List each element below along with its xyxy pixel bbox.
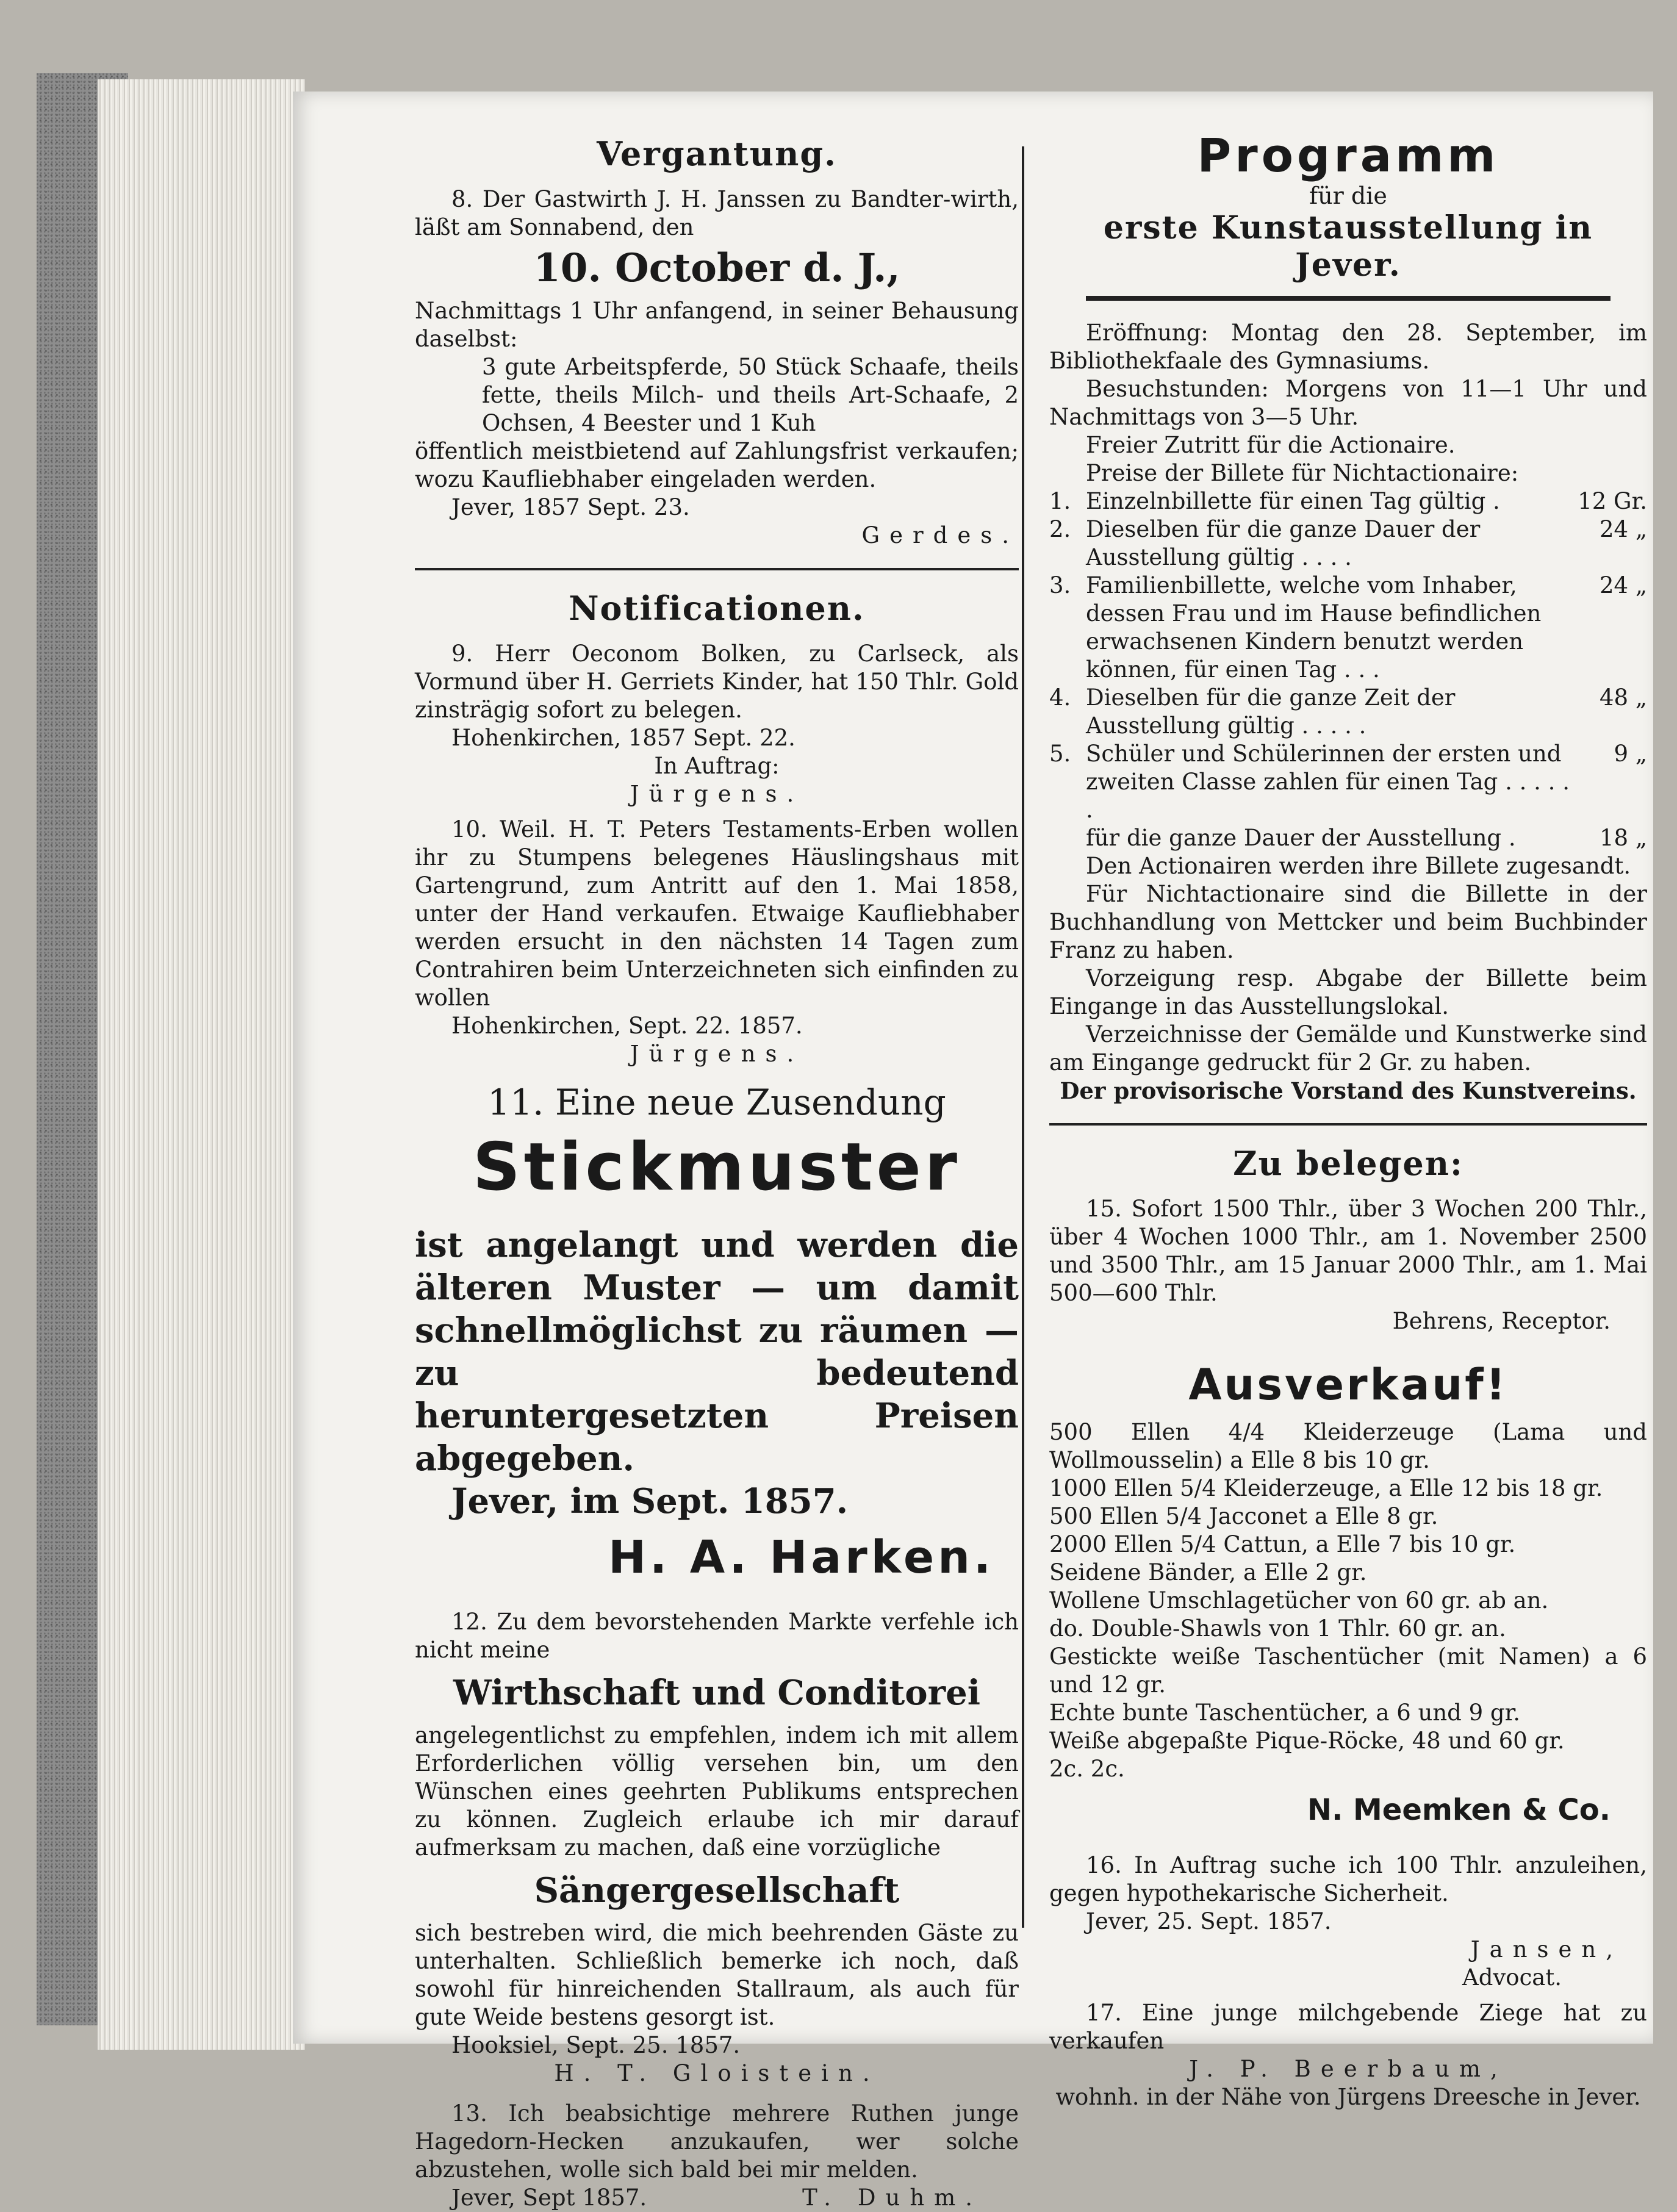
- vergantung-text-3: öffentlich meistbietend auf Zahlungsfrist verkaufen; wozu Kaufliebhaber eingeladen werden.: [415, 438, 1019, 492]
- right-column: [1049, 122, 1647, 2111]
- price-num: 4.: [1049, 684, 1071, 711]
- price-text: Dieselben für die ganze Dauer der Ausstellung gültig . . . .: [1086, 516, 1481, 570]
- programm-free: Freier Zutritt für die Actionaire.: [1086, 432, 1456, 458]
- programm-hours: Besuchstunden: Morgens von 11—1 Uhr und Nachmittags von 3—5 Uhr.: [1049, 376, 1647, 430]
- price-amt: 9 „: [1614, 741, 1647, 767]
- price-row: [1049, 487, 1647, 515]
- ausverkauf-item: do. Double-Shawls von 1 Thlr. 60 gr. an.: [1049, 1615, 1506, 1642]
- price-num: [1049, 824, 1086, 852]
- vergantung-heading: Vergantung.: [597, 134, 837, 173]
- ausverkauf-item: 1000 Ellen 5/4 Kleiderzeuge, a Elle 12 bis 18 gr.: [1049, 1475, 1603, 1501]
- price-row: [1049, 824, 1647, 852]
- notice-12-text: angelegentlichst zu empfehlen, indem ich mit allem Erforderlichen völlig versehen bin, um den Wünschen eines geehrten Publikums entsprechen zu können. Zugleich erlaube ich mir darauf aufmerksam zu machen, daß eine vorzügliche: [415, 1722, 1019, 1861]
- notice-10-signature: Jürgens.: [630, 1041, 804, 1067]
- divider: [415, 568, 1019, 570]
- vergantung-dateline: Jever, 1857 Sept. 23.: [451, 494, 690, 520]
- notice-12-intro: 12. Zu dem bevorstehenden Markte verfehle ich nicht meine: [415, 1609, 1019, 1663]
- price-amt: 48 „: [1599, 684, 1647, 711]
- programm-subtitle: für die: [1309, 182, 1387, 209]
- price-num: 3.: [1049, 572, 1071, 598]
- vergantung-text: 8. Der Gastwirth J. H. Janssen zu Bandter-wirth, läßt am Sonnabend, den: [415, 186, 1019, 240]
- price-num: 5.: [1049, 741, 1071, 767]
- notice-13: 13. Ich beabsichtige mehrere Ruthen junge Hagedorn-Hecken anzukaufen, wer solche abzustehen, wolle sich bald bei mir melden.: [415, 2100, 1019, 2183]
- ausverkauf-item: Weiße abgepaßte Pique-Röcke, 48 und 60 gr.: [1049, 1728, 1565, 1754]
- price-amt: 12 Gr.: [1578, 488, 1647, 514]
- price-row: [1049, 740, 1647, 824]
- price-list: [1049, 487, 1647, 852]
- notice-10-dateline: Hohenkirchen, Sept. 22. 1857.: [451, 1013, 803, 1039]
- notice-17-address: wohnh. in der Nähe von Jürgens Dreesche in Jever.: [1055, 2084, 1641, 2110]
- ausverkauf-firm: N. Meemken & Co.: [1307, 1793, 1611, 1827]
- ausverkauf-item: 500 Ellen 4/4 Kleiderzeuge (Lama und Wollmousselin) a Elle 8 bis 10 gr.: [1049, 1419, 1647, 1473]
- stickmuster-intro: 11. Eine neue Zusendung: [487, 1082, 946, 1123]
- price-num: 1.: [1049, 488, 1071, 514]
- notice-12-text-2: sich bestreben wird, die mich beehrenden Gäste zu unterhalten. Schließlich bemerke ich noch, daß sowohl für hinreichenden Stallraum, als auch für gute Weide bestens gesorgt ist.: [415, 1920, 1019, 2030]
- notice-12-signature: H. T. Gloistein.: [554, 2060, 880, 2086]
- programm-actionaire: Den Actionairen werden ihre Billete zugesandt.: [1086, 853, 1631, 879]
- stickmuster-firm: H. A. Harken.: [608, 1531, 994, 1584]
- belegen-signature: Behrens, Receptor.: [1392, 1308, 1611, 1334]
- notice-13-signature: T. Duhm.: [802, 2185, 982, 2211]
- divider: [1086, 296, 1611, 301]
- notice-16-signature: Jansen,: [1470, 1936, 1623, 1962]
- ausverkauf-item: 500 Ellen 5/4 Jacconet a Elle 8 gr.: [1049, 1503, 1438, 1529]
- notice-16: 16. In Auftrag suche ich 100 Thlr. anzuleihen, gegen hypothekarische Sicherheit.: [1049, 1852, 1647, 1906]
- price-amt: 24 „: [1599, 572, 1647, 598]
- programm-verzeichnis: Verzeichnisse der Gemälde und Kunstwerke sind am Eingange gedruckt für 2 Gr. zu haben.: [1049, 1021, 1647, 1075]
- stickmuster-dateline: Jever, im Sept. 1857.: [451, 1481, 849, 1521]
- notice-12-title: Wirthschaft und Conditorei: [453, 1673, 981, 1713]
- left-column: [415, 122, 1019, 2212]
- programm-title: Programm: [1197, 128, 1499, 182]
- price-text: für die ganze Dauer der Ausstellung .: [1086, 825, 1516, 851]
- vergantung-items: 3 gute Arbeitspferde, 50 Stück Schaafe, theils fette, theils Milch- und theils Art-Schaafe, 2 Ochsen, 4 Beester und 1 Kuh: [482, 354, 1019, 436]
- divider: [1049, 1123, 1647, 1126]
- stickmuster-title: Stickmuster: [472, 1129, 961, 1205]
- price-text: Schüler und Schülerinnen der ersten und zweiten Classe zahlen für einen Tag . . . . . .: [1086, 741, 1570, 823]
- notice-17: 17. Eine junge milchgebende Ziege hat zu verkaufen: [1049, 2000, 1647, 2054]
- notice-9-auftrag: In Auftrag:: [654, 753, 780, 779]
- ausverkauf-heading: Ausverkauf!: [1188, 1360, 1508, 1410]
- vergantung-text-2: Nachmittags 1 Uhr anfangend, in seiner Behausung daselbst:: [415, 298, 1019, 352]
- notice-9-signature: Jürgens.: [630, 781, 804, 807]
- ausverkauf-item: 2c. 2c.: [1049, 1756, 1125, 1782]
- programm-opening: Eröffnung: Montag den 28. September, im Bibliothekfaale des Gymnasiums.: [1049, 320, 1647, 374]
- column-divider: [1022, 146, 1024, 1928]
- belegen-heading: Zu belegen:: [1233, 1144, 1463, 1183]
- price-row: [1049, 572, 1647, 684]
- price-amt: 18 „: [1599, 825, 1647, 851]
- price-text: Dieselben für die ganze Zeit der Ausstellung gültig . . . . .: [1086, 684, 1456, 739]
- vergantung-signature: Gerdes.: [861, 522, 1019, 548]
- notice-17-signature: J. P. Beerbaum,: [1189, 2056, 1507, 2082]
- notifications-heading: Notificationen.: [569, 589, 865, 628]
- price-text: Einzelnbillette für einen Tag gültig .: [1086, 488, 1500, 514]
- ausverkauf-item: Gestickte weiße Taschentücher (mit Namen) a 6 und 12 gr.: [1049, 1643, 1647, 1698]
- price-row: [1049, 515, 1647, 572]
- stickmuster-body: ist angelangt und werden die älteren Muster — um damit schnellmöglichst zu räumen — zu bedeutend heruntergesetzten Preisen abgegeben.: [415, 1225, 1019, 1479]
- notice-13-dateline: Jever, Sept 1857.: [451, 2185, 647, 2211]
- programm-subtitle-2: erste Kunstausstellung in Jever.: [1103, 209, 1593, 284]
- notice-16-title: Advocat.: [1462, 1964, 1562, 1991]
- belegen-text: 15. Sofort 1500 Thlr., über 3 Wochen 200 Thlr., über 4 Wochen 1000 Thlr., am 1. November 2500 und 3500 Thlr., am 15 Januar 2000 Thlr., am 1. Mai 500—600 Thlr.: [1049, 1196, 1647, 1306]
- notice-12-title-2: Sängergesellschaft: [534, 1870, 900, 1911]
- ausverkauf-list: [1049, 1418, 1647, 1783]
- notice-10: 10. Weil. H. T. Peters Testaments-Erben wollen ihr zu Stumpens belegenes Häuslingshaus mit Gartengrund, zum Antritt auf den 1. Mai 1858, unter der Hand verkaufen. Etwaige Kaufliebhaber werden ersucht in den nächsten 14 Tagen zum Contrahiren beim Unterzeichneten sich einfinden zu wollen: [415, 816, 1019, 1011]
- programm-nichtactionaire: Für Nichtactionaire sind die Billette in der Buchhandlung von Mettcker und beim Buchbinder Franz zu haben.: [1049, 881, 1647, 963]
- price-num: 2.: [1049, 516, 1071, 542]
- ausverkauf-item: Echte bunte Taschentücher, a 6 und 9 gr.: [1049, 1700, 1520, 1726]
- ausverkauf-item: Seidene Bänder, a Elle 2 gr.: [1049, 1559, 1367, 1585]
- notice-12-dateline: Hooksiel, Sept. 25. 1857.: [451, 2032, 741, 2058]
- price-text: Familienbillette, welche vom Inhaber, dessen Frau und im Hause befindlichen erwachsenen Kindern benutzt werden können, für einen Tag . . .: [1086, 572, 1542, 683]
- price-amt: 24 „: [1599, 516, 1647, 542]
- ausverkauf-item: Wollene Umschlagetücher von 60 gr. ab an.: [1049, 1587, 1549, 1614]
- page-stack-edges: [98, 79, 305, 2050]
- programm-vorzeigung: Vorzeigung resp. Abgabe der Billette beim Eingange in das Ausstellungslokal.: [1049, 965, 1647, 1019]
- notice-9-dateline: Hohenkirchen, 1857 Sept. 22.: [451, 725, 795, 751]
- notice-16-dateline: Jever, 25. Sept. 1857.: [1086, 1908, 1332, 1934]
- notice-9: 9. Herr Oeconom Bolken, zu Carlseck, als Vormund über H. Gerriets Kinder, hat 150 Thlr. Gold zinsträgig sofort zu belegen.: [415, 641, 1019, 723]
- ausverkauf-item: 2000 Ellen 5/4 Cattun, a Elle 7 bis 10 gr.: [1049, 1531, 1516, 1557]
- price-row: [1049, 684, 1647, 740]
- programm-vorstand: Der provisorische Vorstand des Kunstvereins.: [1060, 1077, 1637, 1104]
- programm-prices-heading: Preise der Billete für Nichtactionaire:: [1086, 460, 1519, 486]
- vergantung-date: 10. October d. J.,: [533, 245, 900, 291]
